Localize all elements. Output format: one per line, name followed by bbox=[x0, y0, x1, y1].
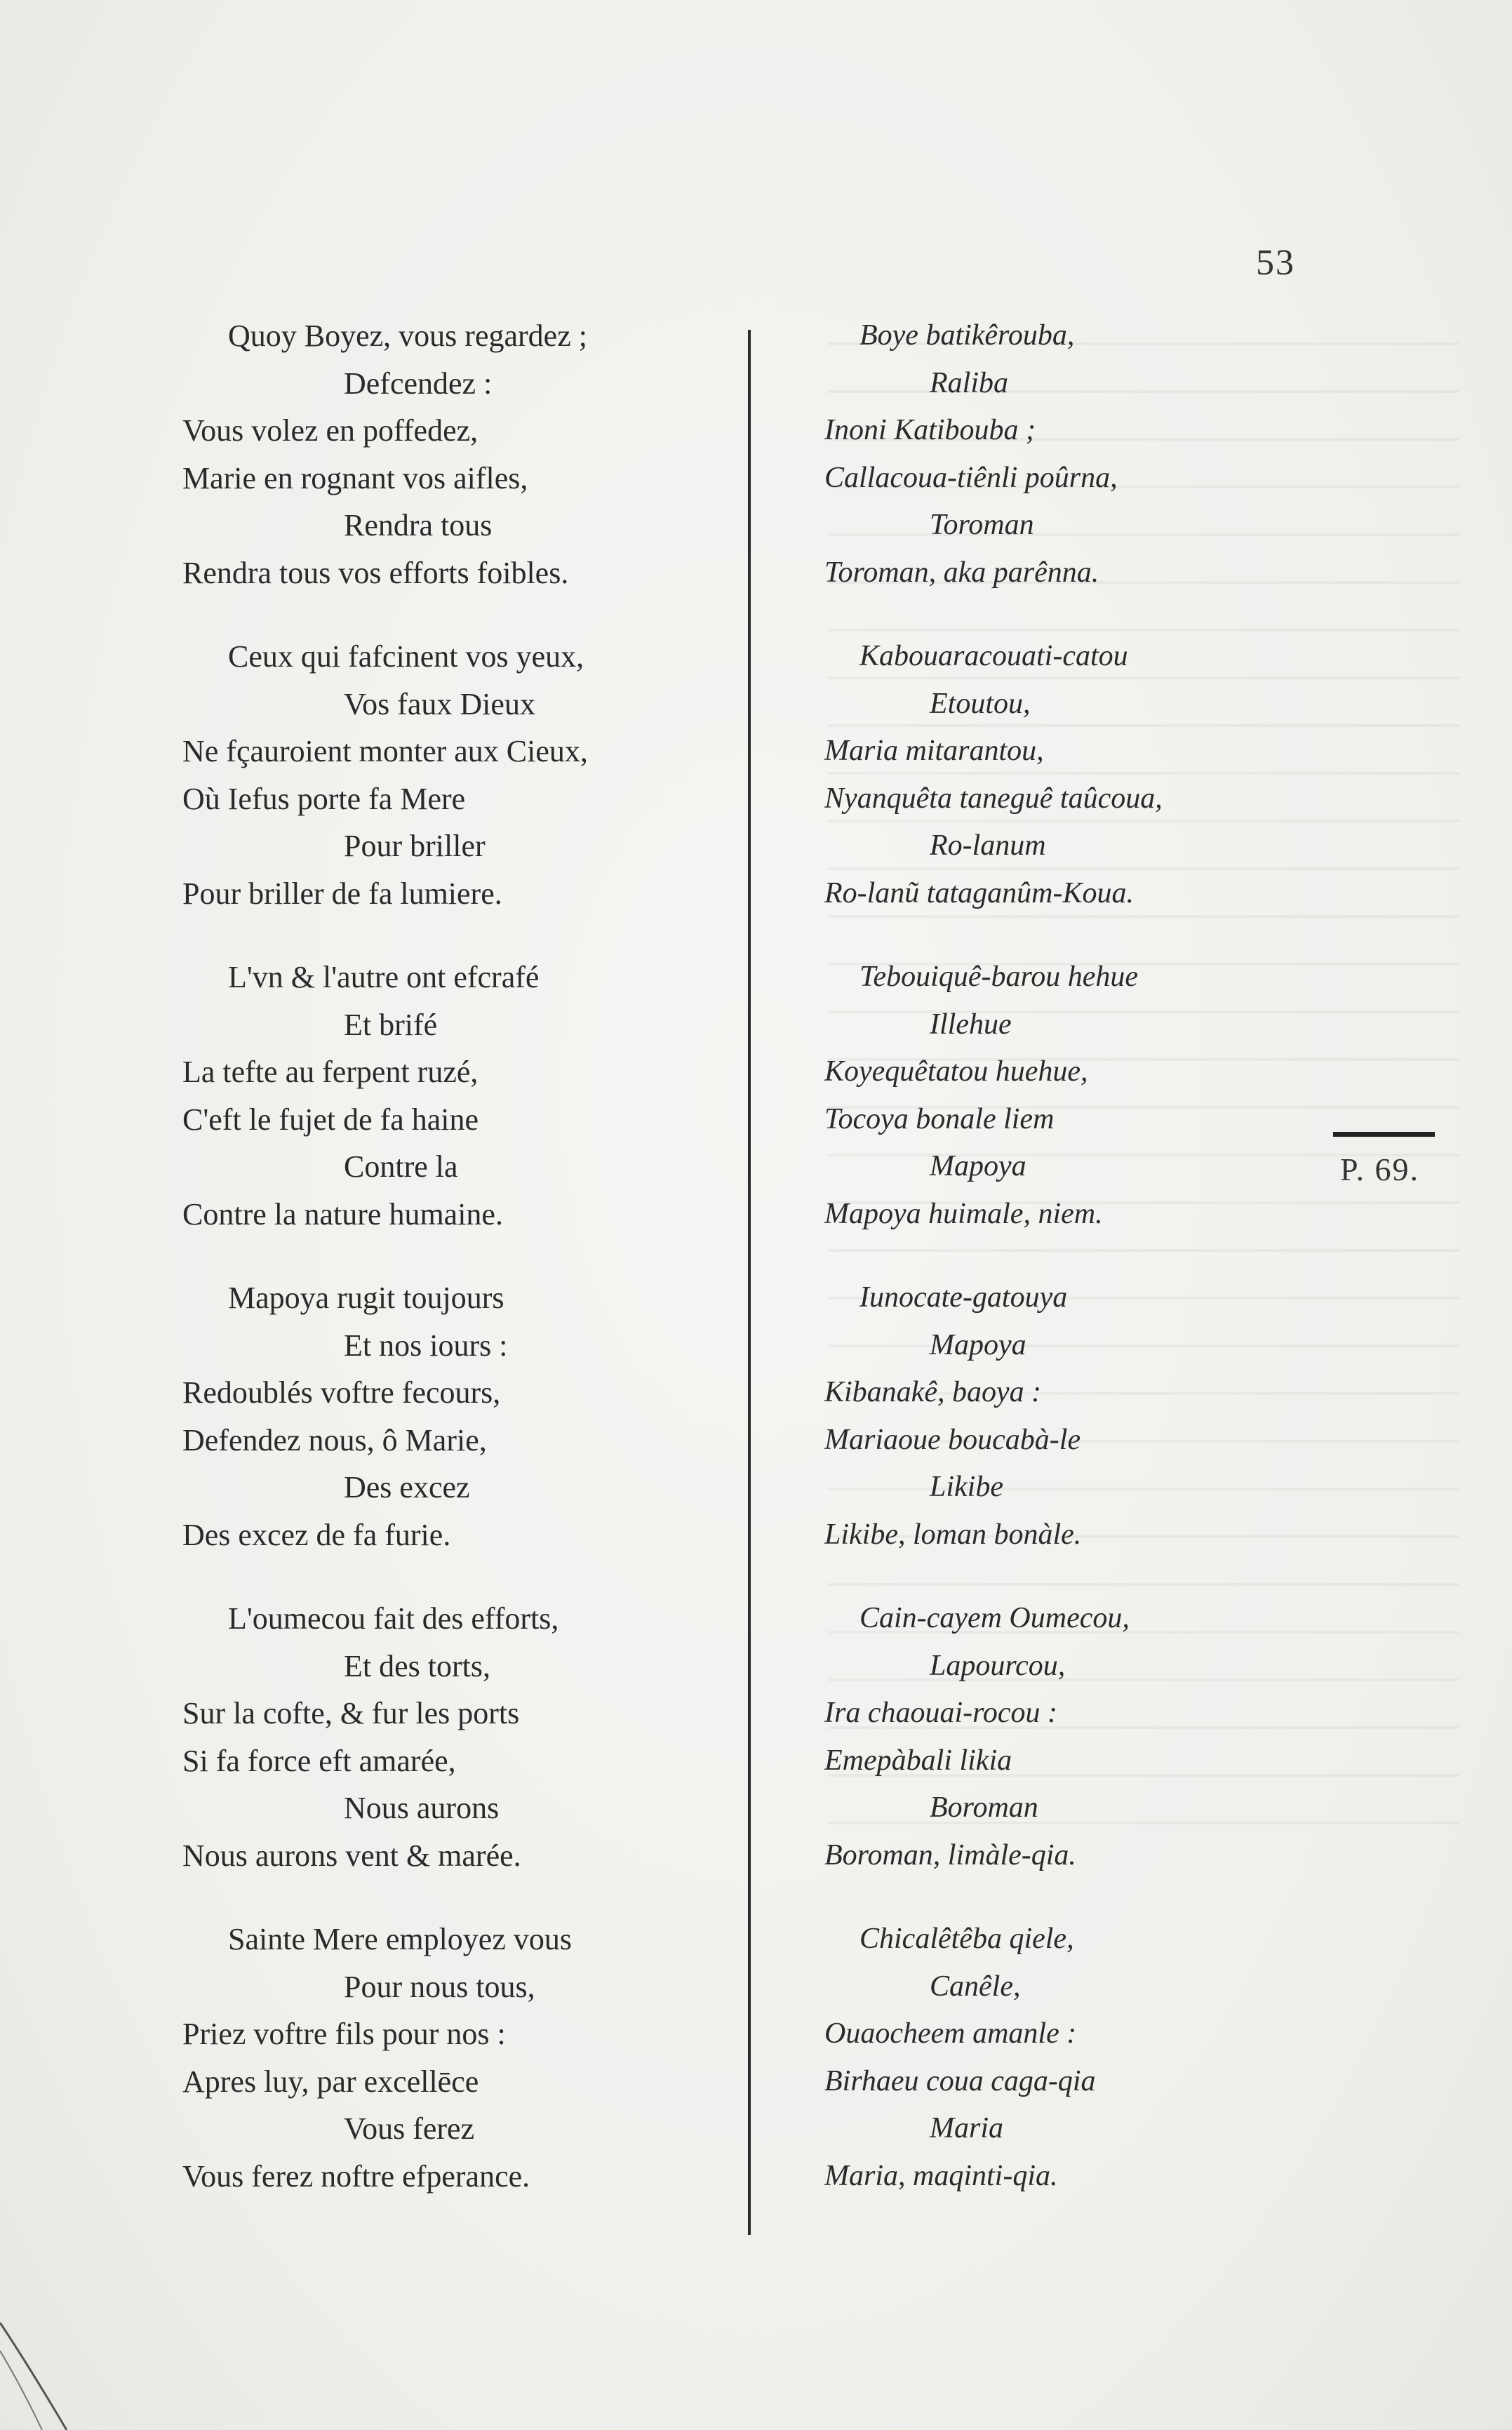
verse-line: Defendez nous, ô Marie, bbox=[182, 1422, 487, 1457]
verse-line: Emepàbali likia bbox=[824, 1744, 1012, 1777]
verse-line: Pour nous tous, bbox=[344, 1969, 535, 2004]
french-stanza bbox=[182, 954, 702, 1238]
verse-line: Nous aurons vent & marée. bbox=[182, 1838, 521, 1873]
margin-rule bbox=[1333, 1132, 1435, 1137]
verse-line: Boroman, limàle-qia. bbox=[824, 1838, 1076, 1871]
verse-line: Ouaocheem amanle : bbox=[824, 2017, 1077, 2050]
verse-line: Tocoya bonale liem bbox=[824, 1102, 1055, 1135]
carib-stanza bbox=[824, 1595, 1252, 1879]
verse-line: Kibanakê, baoya : bbox=[824, 1376, 1042, 1408]
french-stanza bbox=[182, 633, 702, 917]
verse-line: Vous volez en poffedez, bbox=[182, 413, 479, 448]
margin-page-reference: P. 69. bbox=[1340, 1151, 1419, 1187]
verse-line: Defcendez : bbox=[344, 366, 493, 401]
carib-stanza bbox=[824, 1916, 1252, 2200]
column-divider bbox=[748, 330, 751, 2235]
verse-line: Pour briller de fa lumiere. bbox=[182, 876, 502, 911]
verse-line: Illehue bbox=[930, 1008, 1012, 1041]
verse-line: Likibe bbox=[930, 1471, 1003, 1503]
verse-line: Maria mitarantou, bbox=[824, 735, 1044, 767]
verse-line: Maria, maqinti-qia. bbox=[824, 2159, 1058, 2192]
carib-stanza bbox=[824, 312, 1252, 596]
verse-line: Ceux qui fafcinent vos yeux, bbox=[228, 639, 584, 674]
verse-line: Redoublés voftre fecours, bbox=[182, 1375, 501, 1410]
verse-line: Ne fçauroient monter aux Cieux, bbox=[182, 734, 588, 768]
verse-line: Chicalêtêba qiele, bbox=[859, 1923, 1074, 1955]
verse-line: C'eft le fujet de fa haine bbox=[182, 1102, 479, 1137]
french-stanza bbox=[182, 1274, 702, 1558]
verse-line: Sainte Mere employez vous bbox=[228, 1922, 572, 1956]
french-stanza bbox=[182, 1595, 702, 1879]
french-verse-column bbox=[182, 312, 702, 2236]
verse-line: Ro-lanum bbox=[930, 829, 1046, 862]
verse-line: Etoutou, bbox=[930, 687, 1031, 720]
verse-line: Où Iefus porte fa Mere bbox=[182, 781, 466, 816]
verse-line: Birhaeu coua caga-qia bbox=[824, 2064, 1096, 2097]
verse-line: Et brifé bbox=[344, 1007, 438, 1042]
verse-line: Boye batikêrouba, bbox=[859, 319, 1075, 352]
verse-line: Nyanquêta taneguê taûcoua, bbox=[824, 782, 1163, 815]
verse-line: L'oumecou fait des efforts, bbox=[228, 1601, 559, 1636]
verse-line: Ro-lanũ tataganûm-Koua. bbox=[824, 876, 1134, 909]
french-stanza bbox=[182, 1916, 702, 2200]
page-number: 53 bbox=[1256, 243, 1295, 283]
verse-line: Raliba bbox=[930, 366, 1008, 399]
verse-line: Lapourcou, bbox=[930, 1649, 1066, 1682]
verse-line: Ira chaouai-rocou : bbox=[824, 1697, 1058, 1729]
carib-stanza bbox=[824, 633, 1252, 917]
french-stanza bbox=[182, 312, 702, 596]
verse-line: Marie en rognant vos aifles, bbox=[182, 460, 528, 495]
verse-line: Koyequêtatou huehue, bbox=[824, 1055, 1088, 1088]
verse-line: Mariaoue boucabà-le bbox=[824, 1423, 1081, 1456]
verse-line: Callacoua-tiênli poûrna, bbox=[824, 461, 1118, 494]
verse-line: Apres luy, par excellēce bbox=[182, 2064, 479, 2099]
verse-line: Cain-cayem Oumecou, bbox=[859, 1602, 1130, 1634]
verse-line: Boroman bbox=[930, 1791, 1038, 1824]
verse-line: Et nos iours : bbox=[344, 1328, 508, 1363]
verse-line: Likibe, loman bonàle. bbox=[824, 1518, 1082, 1551]
carib-stanza bbox=[824, 1274, 1252, 1558]
verse-line: Quoy Boyez, vous regardez ; bbox=[228, 319, 587, 353]
verse-line: Vos faux Dieux bbox=[344, 686, 535, 721]
verse-line: Rendra tous vos efforts foibles. bbox=[182, 555, 569, 590]
verse-line: La tefte au ferpent ruzé, bbox=[182, 1055, 479, 1089]
verse-line: Kabouaracouati-catou bbox=[859, 640, 1128, 672]
verse-line: Vous ferez bbox=[344, 2111, 475, 2146]
verse-line: Inoni Katibouba ; bbox=[824, 414, 1036, 446]
verse-line: Toroman bbox=[930, 509, 1034, 541]
verse-line: Canêle, bbox=[930, 1970, 1021, 2003]
verse-line: Priez voftre fils pour nos : bbox=[182, 2017, 506, 2051]
carib-verse-column bbox=[824, 312, 1252, 2236]
verse-line: Si fa force eft amarée, bbox=[182, 1743, 456, 1778]
verse-line: Mapoya bbox=[930, 1150, 1026, 1182]
verse-line: Pour briller bbox=[344, 829, 486, 863]
verse-line: Sur la cofte, & fur les ports bbox=[182, 1696, 520, 1730]
verse-line: Des excez de fa furie. bbox=[182, 1517, 451, 1552]
verse-line: Contre la nature humaine. bbox=[182, 1196, 503, 1231]
verse-line: Mapoya rugit toujours bbox=[228, 1281, 504, 1315]
verse-line: Maria bbox=[930, 2112, 1003, 2144]
verse-line: Nous aurons bbox=[344, 1791, 500, 1825]
verse-line: Contre la bbox=[344, 1149, 458, 1184]
verse-line: Et des torts, bbox=[344, 1648, 490, 1683]
verse-line: Vous ferez noftre efperance. bbox=[182, 2158, 530, 2194]
verse-line: Toroman, aka parênna. bbox=[824, 556, 1099, 589]
verse-line: Rendra tous bbox=[344, 508, 493, 542]
verse-line: Mapoya huimale, niem. bbox=[824, 1197, 1103, 1230]
verse-line: Tebouiquê-barou hehue bbox=[859, 961, 1139, 993]
verse-line: L'vn & l'autre ont efcrafé bbox=[228, 960, 540, 994]
verse-line: Des excez bbox=[344, 1470, 470, 1504]
verse-line: Mapoya bbox=[930, 1328, 1026, 1361]
carib-stanza bbox=[824, 954, 1252, 1238]
page-corner-fold bbox=[0, 2309, 77, 2430]
verse-line: Iunocate-gatouya bbox=[859, 1281, 1068, 1314]
